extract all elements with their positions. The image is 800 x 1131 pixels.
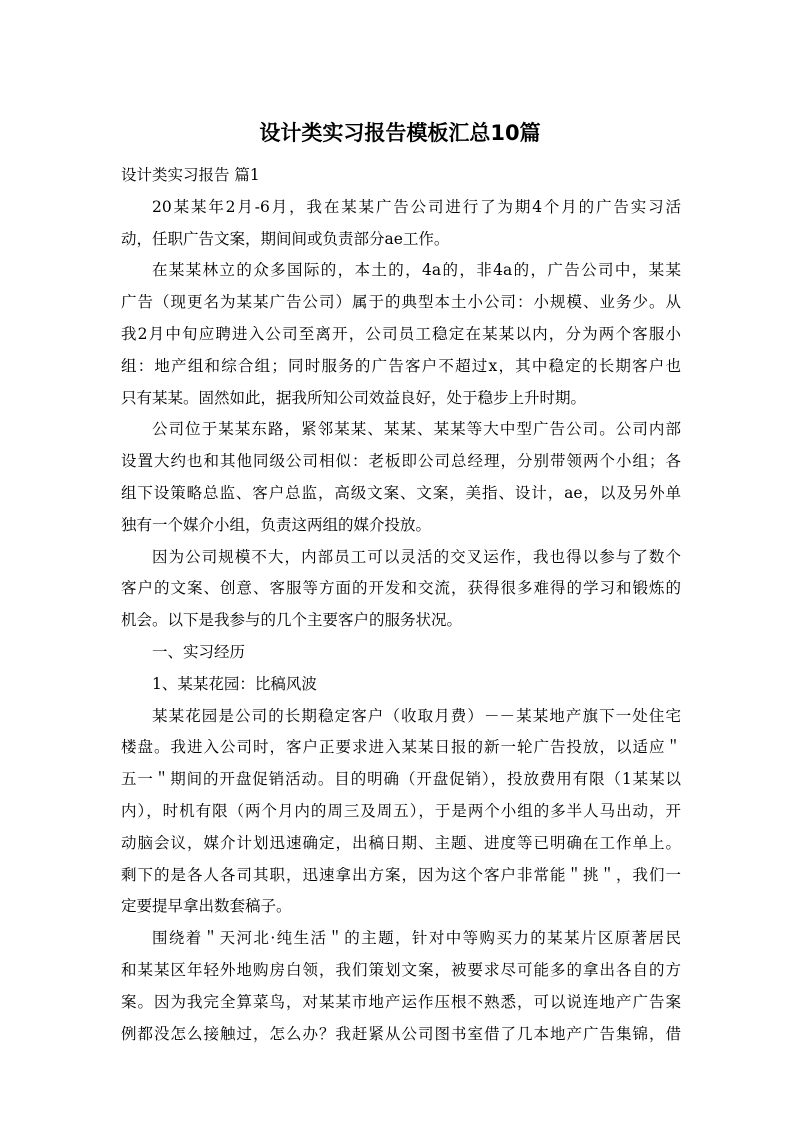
text-line: 围绕着＂天河北·纯生活＂的主题，针对中等购买力的某某片区原著居民 (152, 929, 681, 948)
text-line: 定要提早拿出数套稿子。 (121, 897, 292, 916)
text-line: 组：地产组和综合组；同时服务的广告客户不超过x，其中稳定的长期客户也 (121, 356, 681, 375)
text-line: 动脑会议，媒介计划迅速确定，出稿日期、主题、进度等已明确在工作单上。 (121, 833, 681, 852)
text-line: 20某某年2月-6月，我在某某广告公司进行了为期4个月的广告实习活 (152, 197, 681, 216)
text-line: 只有某某。固然如此，据我所知公司效益良好，处于稳步上升时期。 (121, 388, 587, 407)
text-line: 动，任职广告文案，期间间或负责部分ae工作。 (121, 229, 450, 248)
text-line: 公司位于某某东路，紧邻某某、某某、某某等大中型广告公司。公司内部 (152, 420, 681, 439)
text-line: 例都没怎么接触过，怎么办？我赶紧从公司图书室借了几本地产广告集锦，借 (121, 1024, 681, 1043)
text-line: 广告（现更名为某某广告公司）属于的典型本土小公司：小规模、业务少。从 (121, 293, 681, 312)
text-line: 独有一个媒介小组，负责这两组的媒介投放。 (121, 515, 432, 534)
document-title: 设计类实习报告模板汇总10篇 (259, 121, 541, 145)
text-line: 客户的文案、创意、客服等方面的开发和交流，获得很多难得的学习和锻炼的 (121, 579, 681, 598)
text-line: 设置大约也和其他同级公司相似：老板即公司总经理，分别带领两个小组；各 (121, 452, 681, 471)
text-line: 在某某林立的众多国际的，本土的，4a的，非4a的，广告公司中，某某 (152, 261, 681, 280)
text-line: 剩下的是各人各司其职，迅速拿出方案，因为这个客户非常能＂挑＂，我们一 (121, 865, 681, 884)
text-line: 组下设策略总监、客户总监，高级文案、文案，美指、设计，ae，以及另外单 (121, 483, 681, 502)
text-line: 某某花园是公司的长期稳定客户（收取月费）－－某某地产旗下一处住宅 (152, 706, 681, 725)
text-line: 因为公司规模不大，内部员工可以灵活的交叉运作，我也得以参与了数个 (152, 547, 681, 566)
text-line: 和某某区年轻外地购房白领，我们策划文案，被要求尽可能多的拿出各自的方 (121, 960, 681, 979)
text-line: 1、某某花园：比稿风波 (152, 674, 317, 693)
text-line: 楼盘。我进入公司时，客户正要求进入某某日报的新一轮广告投放，以适应＂ (121, 738, 681, 757)
text-line: 案。因为我完全算菜鸟，对某某市地产运作压根不熟悉，可以说连地产广告案 (121, 992, 681, 1011)
text-line: 我2月中旬应聘进入公司至离开，公司员工稳定在某某以内，分为两个客服小 (121, 324, 681, 343)
text-line: 机会。以下是我参与的几个主要客户的服务状况。 (121, 611, 463, 630)
text-line: 五一＂期间的开盘促销活动。目的明确（开盘促销），投放费用有限（1某某以 (121, 770, 681, 789)
text-line: 设计类实习报告 篇1 (121, 166, 260, 184)
text-line: 内），时机有限（两个月内的周三及周五），于是两个小组的多半人马出动，开 (121, 801, 681, 820)
document-body (121, 160, 681, 1050)
text-line: 一、实习经历 (152, 642, 246, 661)
